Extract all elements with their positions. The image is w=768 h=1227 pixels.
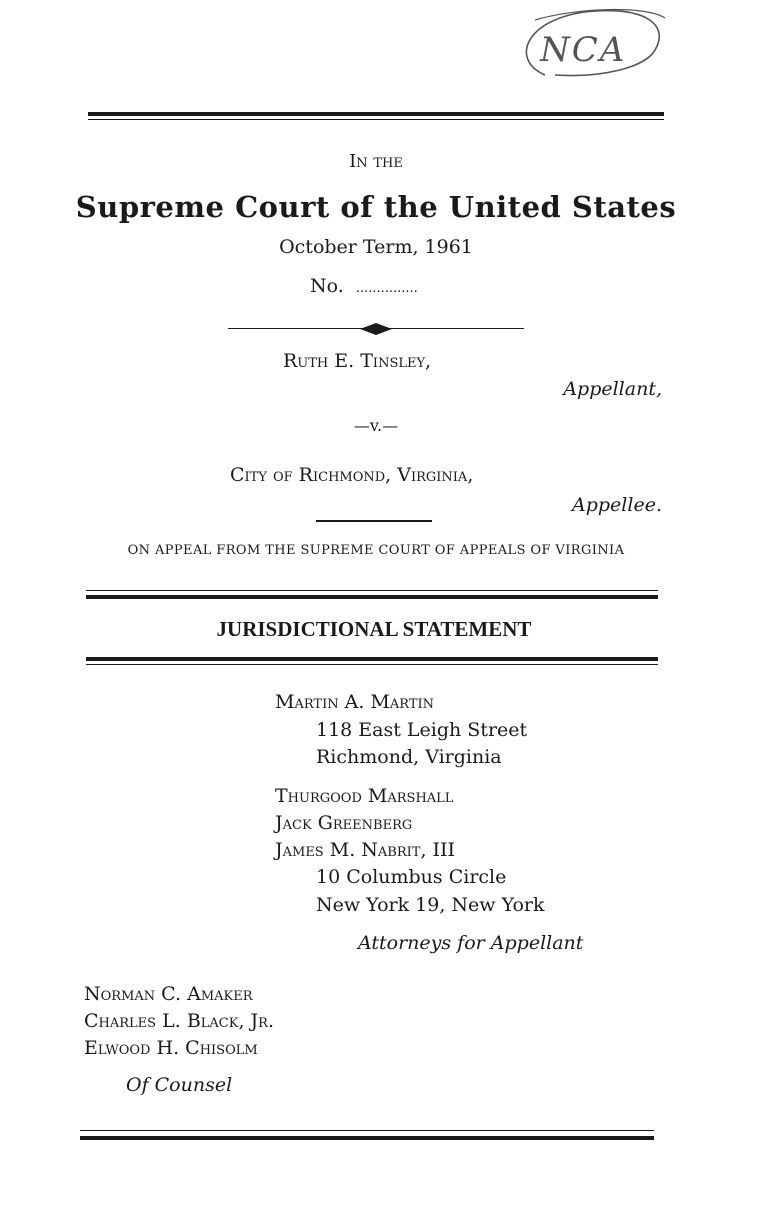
handwritten-stamp <box>505 0 675 95</box>
bottom-rule-thick <box>80 1136 654 1140</box>
handwritten-note: NCA <box>540 30 627 70</box>
title-rule-top-thick <box>86 595 658 599</box>
attorney-address-line: 118 East Leigh Street <box>316 719 528 741</box>
document-title: JURISDICTIONAL STATEMENT <box>216 617 532 641</box>
counsel-name: Elwood H. Chisolm <box>84 1037 258 1059</box>
attorney-name: James M. Nabrit, III <box>275 839 456 861</box>
attorney-name: Thurgood Marshall <box>275 785 454 807</box>
counsel-role: Of Counsel <box>126 1074 233 1096</box>
number-blank: ............... <box>355 281 418 296</box>
attorney-name: Jack Greenberg <box>275 812 413 834</box>
in-the-label: In the <box>349 151 403 172</box>
counsel-name: Charles L. Black, Jr. <box>84 1010 274 1032</box>
top-rule-thick <box>88 112 664 116</box>
bottom-rule-thin <box>80 1130 654 1131</box>
title-rule-top-thin <box>86 590 658 591</box>
appeal-line: ON APPEAL FROM THE SUPREME COURT OF APPEALS OF VIRGINIA <box>127 543 625 558</box>
appellee-role: Appellee. <box>572 494 662 516</box>
attorneys-role: Attorneys for Appellant <box>358 932 584 954</box>
top-rule-thin <box>88 119 664 120</box>
term-label: October Term, 1961 <box>279 236 473 258</box>
number-row <box>310 277 418 296</box>
appellant-name: Ruth E. Tinsley, <box>283 350 432 372</box>
court-name-title: Supreme Court of the United States <box>75 190 677 224</box>
ornament-diamond-icon <box>360 322 392 336</box>
attorney-name: Martin A. Martin <box>275 691 435 713</box>
attorney-address-line: New York 19, New York <box>316 894 545 916</box>
title-rule-bottom-thick <box>86 657 658 661</box>
number-label: No. <box>310 275 344 297</box>
attorney-address-line: 10 Columbus Circle <box>316 866 507 888</box>
appellee-name: City of Richmond, Virginia, <box>230 464 474 486</box>
counsel-name: Norman C. Amaker <box>84 983 253 1005</box>
title-rule-bottom-thin <box>86 664 658 665</box>
attorney-address-line: Richmond, Virginia <box>316 746 502 768</box>
versus-label: —v.— <box>353 416 399 435</box>
appellant-role: Appellant, <box>563 378 662 400</box>
short-rule <box>316 520 432 522</box>
